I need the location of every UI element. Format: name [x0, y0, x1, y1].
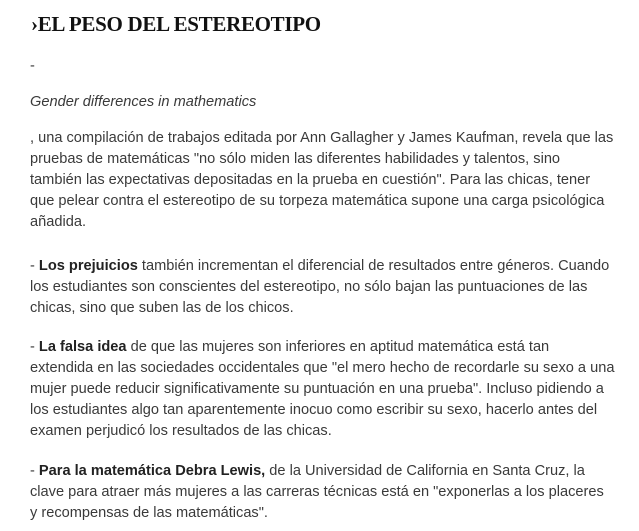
arrow-icon: ›	[31, 12, 38, 36]
paragraph-2-bold: Los prejuicios	[38, 258, 138, 274]
paragraph-3	[30, 337, 615, 442]
intro-dash: -	[30, 58, 35, 74]
paragraph-1	[30, 128, 615, 233]
section-heading-text: EL PESO DEL ESTEREOTIPO	[37, 12, 321, 36]
paragraph-3-dash: -	[30, 339, 39, 355]
paragraph-4	[30, 461, 615, 524]
book-title: Gender differences in mathematics	[30, 94, 257, 110]
paragraph-4-text: de la Universidad de California en Santa Cruz, la clave para atraer más mujeres a las carreras técnicas está en "exponerlas a los placeres y recompensas de las matemáticas".	[30, 463, 604, 521]
paragraph-4-bold: Para la matemática Debra Lewis,	[38, 463, 266, 479]
section-heading	[31, 11, 321, 37]
paragraph-2	[30, 256, 615, 319]
paragraph-2-text: también incrementan el diferencial de resultados entre géneros. Cuando los estudiantes son conscientes del estereotipo, no sólo bajan las puntuaciones de las chicas, sino que suben las de los chicos.	[30, 258, 610, 316]
paragraph-4-dash: -	[30, 463, 39, 479]
paragraph-3-bold: La falsa idea	[38, 339, 127, 355]
paragraph-3-text: de que las mujeres son inferiores en aptitud matemática está tan extendida en las sociedades occidentales que "el mero hecho de recordarle su sexo a una mujer puede reducir significativamente su puntuación en una prueba". Incluso pidiendo a los estudiantes algo tan aparentemente inocuo como escribir su sexo, hacerlo antes del examen perjudicó los resultados de las chicas.	[30, 339, 615, 439]
paragraph-2-dash: -	[30, 258, 39, 274]
paragraph-1-text: , una compilación de trabajos editada por Ann Gallagher y James Kaufman, revela que las pruebas de matemáticas "no sólo miden las diferentes habilidades y talentos, sino también las expectativas depositadas en la prueba en cuestión". Para las chicas, tener que pelear contra el estereotipo de su torpeza matemática supone una carga psicológica añadida.	[30, 130, 614, 230]
